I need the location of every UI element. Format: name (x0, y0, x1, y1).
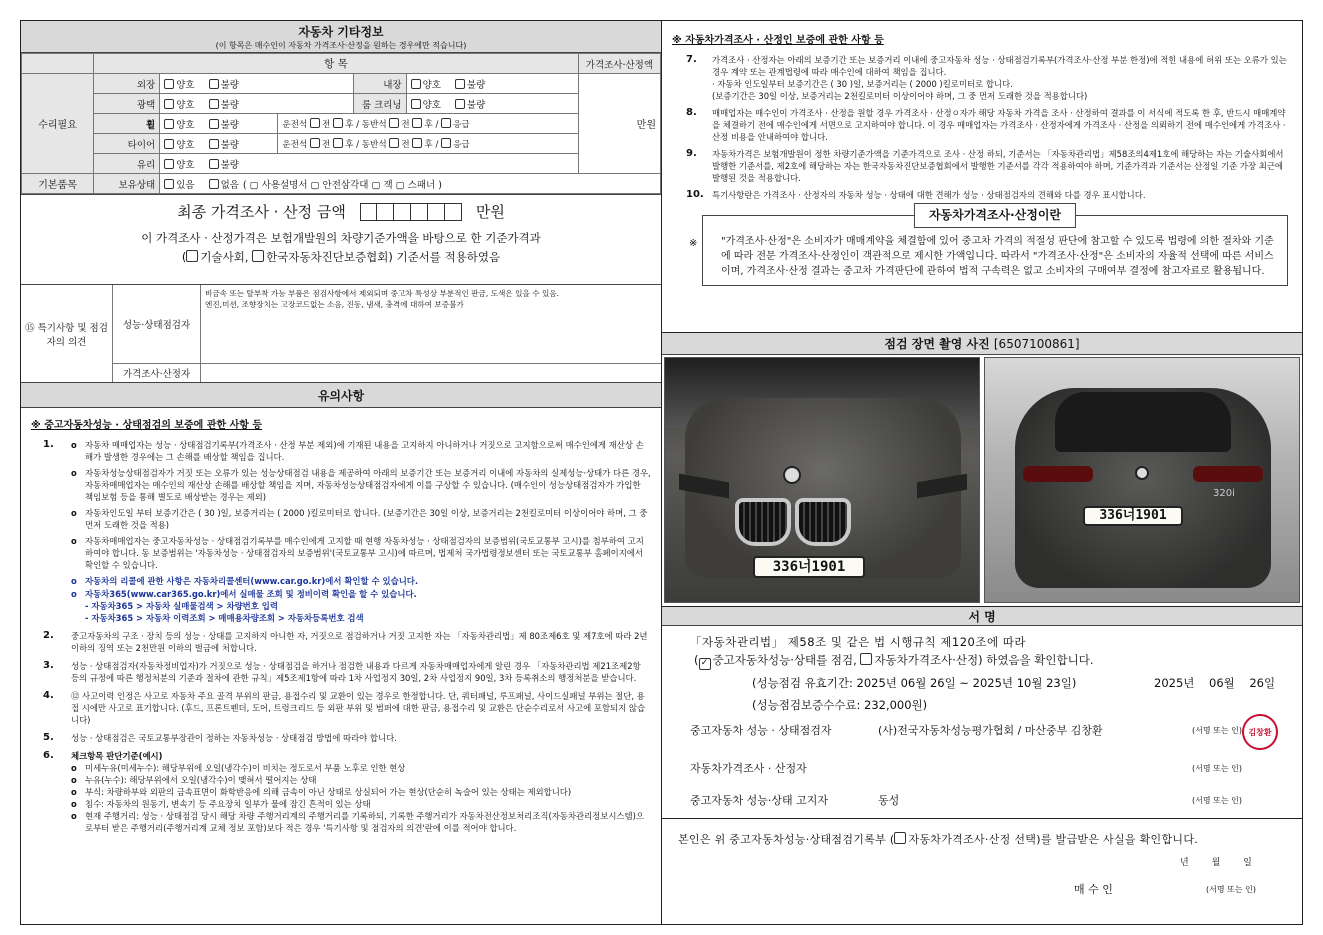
notifier-role: 중고자동차 성능·상태 고지자 (690, 794, 829, 807)
right-column (662, 21, 1302, 924)
front-plate: 336너1901 (753, 556, 865, 578)
right-item-9: 9. 자동차가격은 보험개발원이 정한 차량기준가액을 기준가격으로 조사 · 산정 하되, 기준서는 「자동차관리법」제58조의4제1호에 해당하는 자는 기술사회에서 발행한 기준서를, 제2호에 해당하는 자는 한국자동차진단보증협회에서 발행한 기준서를 각각 적용하여야 하며, 기준가격과 기준서는 산정일 기준 가장 최근에 발행된 것을 적용합니다. (686, 148, 1284, 183)
final-desc2: 기술사회, (200, 250, 249, 264)
left-column (21, 21, 662, 924)
notice-item-1: 1. o 자동차 매매업자는 성능 · 상태점검기록부(가격조사 · 산정 부분 제외)에 기재된 내용을 고지하지 아니하거나 거짓으로 고지함으로써 매수인에게 재산상 손해가 발생한 경우에는 그 손해를 배상할 책임을 집니다. o 자동차성능상태점검자가 거짓 또는 오류가 있는 성능상태점검 내용을 제공하여 아래의 보증기간 또는 보증거리 이내에 자동차의 실제성능·상태가 다른 경우, 자동차매매업자는 매수인의 재산상 손해를 배상할 책임을 지며, 자동차성능상태점검자에게 이를 구상할 수 있습니다. (매수인이 성능상태점검자가 가입한 책임보험 등을 통해 별도로 배상받는 경우는 제외) o 자동차인도일 부터 보증기간은 ( 30 )일, 보증거리는 ( 2000 )킬로미터로 합니다. (보증기간은 30일 이상, 보증거리는 2천킬로미터 이상이어야 하며, 그 중 먼저 도래한 것을 적용) o 자동차매매업자는 중고자동차성능 · 상태점검기록부를 매수인에게 고지할 때 현행 자동차성능 · 상태점검자의 보증범위(국토교통부 고시)를 첨부하여 고지하여야 합니다. 동 보증범위는 '자동차성능 · 상태점검자의 보증범위'(국토교통부 고시)에 따르며, 법제처 국가법령정보센터 또는 국토교통부 홈페이지에서 확인할 수 있습니다. o 자동차의 리콜에 관한 사항은 자동차리콜센터(www.car.go.kr)에서 확인할 수 있습니다. o 자동차365(www.car365.go.kr)에서 실매물 조회 및 정비이력 확인을 할 수 있습니다. - 자동차365 > 자동차 실매물검색 > 차량번호 입력 - 자동차365 > 자동차 이력조회 > 매매용차량조회 > 자동차등록번호 검색 (31, 439, 651, 624)
checkbox[interactable] (186, 250, 198, 262)
rear-plate: 336너1901 (1083, 506, 1183, 526)
confirm-date: 년 월 일 (1180, 858, 1252, 868)
photo-header (662, 333, 1302, 355)
bad-label: 불량 (466, 99, 486, 111)
checkbox[interactable] (412, 138, 422, 148)
checkbox[interactable] (455, 79, 465, 89)
checkbox[interactable] (252, 250, 264, 262)
other-info-subtitle: (이 항목은 매수인이 자동차 가격조사·산정을 원하는 경우에만 적습니다) (215, 41, 467, 50)
sign-date: 2025년 06월 26일 (1154, 676, 1276, 690)
r9-text: 자동차가격은 보험개발원이 정한 차량기준가액을 기준가격으로 조사 · 산정 하되, 기준서는 「자동차관리법」제58조의4제1호에 해당하는 자는 기술사회에서 발행한 기준서를, 제2호에 해당하는 자는 한국자동차진단보증협회에서 발행한 기준서를 각각 적용하여야 하며, 기준가격과 기준서는 산정일 기준 가장 최근에 발행된 것을 적용합니다. (712, 149, 1284, 183)
checkbox[interactable] (209, 79, 219, 89)
notice-1d: o 자동차매매업자는 중고자동차성능 · 상태점검기록부를 매수인에게 고지할 때 현행 자동차성능 · 상태점검자의 보증범위(국토교통부 고시)를 첨부하여 고지하여야 합니다. 동 보증범위는 '자동차성능 · 상태점검자의 보증범위'(국토교통부 고시)에 따르며, 법제처 국가법령정보센터 또는 국토교통부 홈페이지에서 확인할 수 있습니다. (71, 535, 651, 571)
row-exterior: 외장 (94, 74, 160, 94)
notice-6-title: 체크항목 판단기준(예시) (71, 751, 163, 761)
row-owned: 보유상태 (94, 174, 160, 194)
bad-label: 불량 (220, 159, 239, 171)
good-label: 양호 (176, 159, 195, 171)
notice-item-6: 6. 체크항목 판단기준(예시) o 미세누유(미세누수): 해당부위에 오일(냉각수)이 비치는 정도로서 부품 노후로 인한 현상 o 누유(누수): 해당부위에서 오일(냉각수)이 맺혀서 떨어지는 상태 o 부식: 차량하부와 외판의 금속표면이 화학반응에 의해 금속이 아닌 상태로 상실되어 가는 현상(단순히 녹슬어 있는 상태는 제외합니다) o 침수: 자동차의 원동기, 변속기 등 주요장치 일부가 물에 잠긴 흔적이 있는 상태 o 현재 주행거리: 성능 · 상태점검 당시 해당 차량 주행거리계의 주행거리를 기록하되, 기록한 주행거리가 자동차전산정보처리조직(자동차관리정보시스템)으로부터 받은 주행거리(주행거리계 교체 정보 포함)보다 적은 경우 '특기사항 및 점검자의 의견'란에 이를 적어야 합니다. (31, 750, 651, 834)
row-wheel: 휠 (94, 114, 160, 134)
front-label: 전 (322, 119, 331, 130)
row-glass: 유리 (94, 154, 160, 174)
checkbox[interactable] (310, 118, 320, 128)
checkbox[interactable] (389, 118, 399, 128)
signature-block: 「자동차관리법」 제58조 및 같은 법 시행규칙 제120조에 따라 (✓ 중고자동차성능·상태를 점검, 자동차가격조사·산정) 하였음을 확인합니다. (성능점검 유효기간: 2025년 06월 26일 ~ 2025년 10월 23일) 2025년 06월 26일 (성능점검보증수수료: 232,000원) 중고자동차 성능 · 상태점검자 (사)전국자동차성능평가협회 / 마산중부 김창환 (서명 또는 인) 김창환 자동차가격조사 · 산정자 (서명 또는 인) 중고자동차 성능·상태 고지자 동성 (서명 또는 인) (662, 626, 1302, 819)
price-definition-box: 자동차가격조사·산정이란 ※ "가격조사·산정"은 소비자가 매매계약을 체결함에 있어 중고차 가격의 적절성 판단에 참고할 수 있도록 법령에 의한 절차와 기준에 따라 전문 가격조사·산정인이 객관적으로 제시한 가액입니다. 따라서 "가격조사·산정"은 소비자의 자율적 선택에 따른 서비스이며, 가격조사·산정 결과는 중고차 가격판단에 관하여 법적 구속력은 없고 소비자의 구매여부 결정에 참고자료로 활용됩니다. (702, 215, 1288, 286)
bmw-logo-icon (783, 466, 801, 484)
special-notes-block (21, 284, 661, 382)
notice-item-4: 4. ⑫ 사고이력 인정은 사고로 자동차 주요 골격 부위의 판금, 용접수리 및 교환이 있는 경우로 한정합니다. 단, 쿼터패널, 루프패널, 사이드실패널 부위는 절단, 용접 시에만 사고로 표기합니다. (후드, 프론트펜더, 도어, 트렁크리드 등 외판 부위 및 범퍼에 대한 판금, 용접수리 및 교환은 단순수리로서 사고에 포함되지 않습니다) (43, 690, 646, 725)
rear-label: 후 / (345, 139, 359, 150)
checkbox[interactable] (209, 179, 219, 189)
validity-period: (성능점검 유효기간: 2025년 06월 26일 ~ 2025년 10월 23일) (752, 676, 1077, 690)
notice-5-text: 성능 · 상태점검은 국토교통부장관이 정하는 자동차성능 · 상태점검 방법에 따라야 합니다. (71, 733, 397, 743)
r7-text-c: (보증기간은 30일 이상, 보증거리는 2천킬로미터 이상이어야 하며, 그 중 먼저 도래한 것을 적용합니다) (712, 91, 1088, 101)
right-item-10: 10. 특기사항란은 가격조사 · 산정자의 자동차 성능 · 상태에 대한 견해가 성능 · 상태점검자의 견해와 다를 경우 표시합니다. (686, 189, 1146, 200)
final-price-label: 최종 가격조사 · 산정 금액 (177, 203, 346, 221)
checkbox[interactable] (310, 138, 320, 148)
bad-label: 불량 (220, 119, 239, 131)
unit-won: 만원 (578, 74, 660, 174)
notice-6a: o 미세누유(미세누수): 해당부위에 오일(냉각수)이 비치는 정도로서 부품 노후로 인한 현상 (71, 762, 651, 774)
rear-label: 후 / (345, 119, 359, 130)
checkbox[interactable] (164, 159, 174, 169)
special-text-2: 엔진,미션, 조향장치는 고장코드없는 소음, 진동, 냄새, 충격에 대하여 보증불가 (205, 300, 464, 309)
confirm-text-a: 본인은 위 중고자동차성능·상태점검기록부 ( (678, 833, 895, 846)
checkbox[interactable] (164, 99, 174, 109)
item-header: 항 목 (94, 54, 579, 74)
notice-1b: o 자동차성능상태점검자가 거짓 또는 오류가 있는 성능상태점검 내용을 제공하여 아래의 보증기간 또는 보증거리 이내에 자동차의 실제성능·상태가 다른 경우, 자동차매매업자는 매수인의 재산상 손해를 배상할 책임을 지며, 자동차성능상태점검자에게 이를 구상할 수 있습니다. (매수인이 성능상태점검자가 가입한 책임보험 등을 통해 별도로 배상받는 경우는 제외) (71, 467, 651, 503)
notice-1a: o 자동차 매매업자는 성능 · 상태점검기록부(가격조사 · 산정 부분 제외)에 기재된 내용을 고지하지 아니하거나 거짓으로 고지함으로써 매수인에게 재산상 손해가 발생한 경우에는 그 손해를 배상할 책임을 집니다. (71, 439, 651, 463)
rear-car-photo (984, 357, 1300, 603)
checkbox[interactable] (164, 179, 174, 189)
bad-label: 불량 (220, 99, 239, 111)
price-guarantee-title: ※ 자동차가격조사 · 산정인 보증에 관한 사항 등 (672, 35, 884, 46)
checkbox[interactable] (333, 138, 343, 148)
checkbox[interactable] (209, 119, 219, 129)
checkbox[interactable] (164, 119, 174, 129)
notice-1c: o 자동차인도일 부터 보증기간은 ( 30 )일, 보증거리는 ( 2000 )킬로미터로 합니다. (보증기간은 30일 이상, 보증거리는 2천킬로미터 이상이어야 하며, 그 중 먼저 도래한 것을 적용) (71, 507, 651, 531)
inspector-name: (사)전국자동차성능평가협회 / 마산중부 김창환 (878, 724, 1103, 737)
notice-item-3: 3. 성능 · 상태점검자(자동차정비업자)가 거짓으로 성능 · 상태점검을 하거나 점검한 내용과 다르게 자동차매매업자에게 알린 경우 「자동차관리법 제21조제2항 등의 규정에 따른 행정처분의 기준과 절차에 관한 규칙」제5조제1항에 따라 1차 사업정지 30일, 2차 사업정지 90일, 3차 등록취소의 행정처분을 받습니다. (43, 660, 641, 683)
checkbox[interactable] (209, 99, 219, 109)
photo-id: [6507100861] (993, 337, 1080, 351)
notice-3-text: 성능 · 상태점검자(자동차정비업자)가 거짓으로 성능 · 상태점검을 하거나 점검한 내용과 다르게 자동차매매업자에게 알린 경우 「자동차관리법 제21조제2항 등의 규정에 따른 행정처분의 기준과 절차에 관한 규칙」제5조제1항에 따라 1차 사업정지 30일, 2차 사업정지 90일, 3차 등록취소의 행정처분을 받습니다. (71, 661, 641, 683)
inspector-label: 성능·상태점검자 (113, 285, 201, 363)
bad-label: 불량 (220, 139, 239, 151)
sign-check-a: 중고자동차성능·상태를 점검, (712, 653, 857, 667)
checkbox[interactable] (412, 118, 422, 128)
front-label: 전 (322, 139, 331, 150)
emergency-label: 응급 (453, 139, 470, 150)
buyer-confirm-block (662, 821, 1302, 924)
other-info-header (21, 21, 661, 53)
signature-header: 서 명 (662, 606, 1302, 626)
bad-label: 불량 (466, 79, 486, 91)
notice-6d: o 침수: 자동차의 원동기, 변속기 등 주요장치 일부가 물에 잠긴 흔적이 있는 상태 (71, 798, 651, 810)
good-label: 양호 (422, 99, 441, 111)
sign-check-b: 자동차가격조사·산정) 하였음을 확인합니다. (874, 653, 1094, 667)
front-car-photo (664, 357, 980, 603)
inspector-role: 중고자동차 성능 · 상태점검자 (690, 724, 832, 737)
checkbox[interactable] (411, 79, 421, 89)
checkbox[interactable] (441, 118, 451, 128)
checkbox[interactable] (164, 79, 174, 89)
inspector-sign[interactable]: (서명 또는 인) (1192, 726, 1242, 735)
rear-label: 후 / (424, 139, 439, 150)
price-definition-title: 자동차가격조사·산정이란 (914, 203, 1076, 228)
basic-label: 기본품목 (22, 174, 94, 194)
pricer-sign[interactable]: (서명 또는 인) (1192, 764, 1242, 773)
notifier-name: 동성 (878, 794, 900, 807)
price-definition-text: "가격조사·산정"은 소비자가 매매계약을 체결함에 있어 중고차 가격의 적절성 판단에 참고할 수 있도록 법령에 의한 절차와 기준에 따라 전문 가격조사·산정인이 객관적으로 제시한 가액입니다. 따라서 "가격조사·산정"은 소비자의 자율적 선택에 따른 서비스이며, 가격조사·산정 결과는 중고차 가격판단에 관하여 법적 구속력은 없고 소비자의 구매여부 결정에 참고자료로 활용됩니다. (721, 236, 1274, 277)
row-room: 룸 크리닝 (354, 94, 406, 114)
notice-1h: - 자동차365 > 자동차 이력조회 > 매매용차량조회 > 자동차등록번호 검색 (85, 613, 364, 623)
final-price-unit: 만원 (475, 203, 505, 221)
price-opinion-field[interactable] (201, 364, 661, 382)
red-seal-stamp: 김창환 (1242, 714, 1278, 750)
good-label: 양호 (176, 119, 195, 131)
basic-items: ( ▢ 사용설명서 ▢ 안전삼각대 ▢ 잭 ▢ 스패너 ) (242, 179, 442, 191)
notifier-sign[interactable]: (서명 또는 인) (1192, 796, 1242, 805)
row-interior: 내장 (354, 74, 406, 94)
checkbox[interactable] (209, 159, 219, 169)
buyer-pricing-checkbox[interactable] (894, 832, 906, 844)
checkbox[interactable] (389, 138, 399, 148)
notice-item-2: 2. 중고자동차의 구조 · 장치 등의 성능 · 상태를 고지하지 아니한 자, 거짓으로 점검하거나 거짓 고지한 자는 「자동차관리법」제 80조제6호 및 제7호에 따라 2년 이하의 징역 또는 2천만원 이하의 벌금에 처합니다. (43, 630, 648, 653)
kidney-grille-right (795, 498, 851, 546)
notice-6e: o 현재 주행거리: 성능 · 상태점검 당시 해당 차량 주행거리계의 주행거리를 기록하되, 기록한 주행거리가 자동차전산정보처리조직(자동차관리정보시스템)으로부터 받은 주행거리(주행거리계 교체 정보 포함)보다 적은 경우 '특기사항 및 점검자의 의견'란에 이를 적어야 합니다. (71, 810, 651, 834)
notice-4-text: ⑫ 사고이력 인정은 사고로 자동차 주요 골격 부위의 판금, 용접수리 및 교환이 있는 경우로 한정합니다. 단, 쿼터패널, 루프패널, 사이드실패널 부위는 절단, 용접 시에만 사고로 표기합니다. (후드, 프론트펜더, 도어, 트렁크리드 등 외판 부위 및 범퍼에 대한 판금, 용접수리 및 교환은 단순수리로서 사고에 포함되지 않습니다) (71, 691, 646, 725)
passenger-label: 동반석 (361, 139, 387, 150)
front-label: 전 (401, 119, 410, 130)
final-desc: 이 가격조사 · 산정가격은 보험개발원의 차량기준가액을 바탕으로 한 기준가격과 (141, 231, 541, 245)
kidney-grille-left (735, 498, 791, 546)
other-info-table (21, 53, 661, 194)
checkbox[interactable] (164, 139, 174, 149)
driver-label: 운전석 (282, 119, 308, 130)
final-desc3: 한국자동차진단보증협회) 기준서를 적용하였음 (266, 250, 501, 264)
notice-1e: o 자동차의 리콜에 관한 사항은 자동차리콜센터(www.car.go.kr)에서 확인할 수 있습니다. (71, 575, 651, 587)
inspection-checkbox[interactable] (699, 658, 711, 670)
right-item-8: 8. 매매업자는 매수인이 가격조사 · 산정을 원할 경우 가격조사 · 산정ㅇ자가 해당 자동차 가격을 조사 · 산정하여 결과를 이 서식에 적도록 한 후, 반드시 매매계약을 체결하기 전에 매수인에게 서면으로 고지하여야 합니다. 이 경우 매매업자는 가격조사 · 산정자에게 가격조사 · 산정을 의뢰하기 전에 매수인에게 가격조사 · 산정 비용을 안내하여야 합니다. (686, 107, 1286, 142)
emergency-label: 응급 (453, 119, 470, 130)
pricer-role: 자동차가격조사 · 산정자 (690, 762, 807, 775)
price-label: 가격조사·산정자 (113, 364, 201, 382)
notice-item-5: 5. 성능 · 상태점검은 국토교통부장관이 정하는 자동차성능 · 상태점검 방법에 따라야 합니다. (43, 732, 397, 743)
checkbox[interactable] (455, 99, 465, 109)
r8-text: 매매업자는 매수인이 가격조사 · 산정을 원할 경우 가격조사 · 산정ㅇ자가 해당 자동차 가격을 조사 · 산정하여 결과를 이 서식에 적도록 한 후, 반드시 매매계약을 체결하기 전에 매수인에게 서면으로 고지하여야 합니다. 이 경우 매매업자는 가격조사 · 산정자에게 가격조사 · 산정을 의뢰하기 전에 매수인에게 가격조사 · 산정 비용을 안내하여야 합니다. (712, 108, 1286, 142)
bmw-logo-icon (1135, 466, 1149, 480)
good-label: 양호 (176, 139, 195, 151)
checkbox[interactable] (411, 99, 421, 109)
none-label: 없음 (220, 179, 239, 191)
row-tire: 타이어 (94, 134, 160, 154)
notice-1g: - 자동차365 > 자동차 실매물검색 > 차량번호 입력 (85, 601, 278, 611)
right-item-7: 7. 가격조사 · 산정자는 아래의 보증기간 또는 보증거리 이내에 중고자동차 성능 · 상태점검기록부(가격조사·산정 부분 한정)에 적힌 내용에 허위 또는 오류가 있는 경우 계약 또는 관계법령에 따라 매수인에 대하여 책임을 집니다. · 자동차 인도일부터 보증기간은 ( 30 )일, 보증거리는 ( 2000 )킬로미터로 합니다. (보증기간은 30일 이상, 보증거리는 2천킬로미터 이상이어야 하며, 그 중 먼저 도래한 것을 적용합니다) (672, 54, 1292, 102)
final-price-boxes[interactable] (360, 203, 462, 221)
checkbox[interactable] (333, 118, 343, 128)
row-gloss: 광택 (94, 94, 160, 114)
rear-label: 후 / (424, 119, 439, 130)
price-header: 가격조사·산정액 (578, 54, 660, 74)
r7-text-b: · 자동차 인도일부터 보증기간은 ( 30 )일, 보증거리는 ( 2000 )킬로미터로 합니다. (712, 79, 1013, 89)
sign-law-text: 「자동차관리법」 제58조 및 같은 법 시행규칙 제120조에 따라 (690, 635, 1026, 649)
special-text-1: 비금속 또는 탈부착 가능 부품은 점검사항에서 제외되며 중고차 특성상 부분적인 판금, 도색은 있을 수 있음. (205, 289, 560, 298)
front-label: 전 (401, 139, 410, 150)
confirm-text-b: 자동차가격조사·산정 선택)를 발급받은 사실을 확인합니다. (908, 833, 1199, 846)
notice-body (21, 408, 661, 834)
checkbox[interactable] (441, 138, 451, 148)
bad-label: 불량 (220, 79, 239, 91)
has-label: 있음 (176, 179, 195, 191)
other-info-title: 자동차 기타정보 (298, 25, 384, 39)
notice-2-text: 중고자동차의 구조 · 장치 등의 성능 · 상태를 고지하지 아니한 자, 거짓으로 점검하거나 거짓 고지한 자는 「자동차관리법」제 80조제6호 및 제7호에 따라 2년 이하의 징역 또는 2천만원 이하의 벌금에 처합니다. (71, 631, 648, 653)
good-label: 양호 (422, 79, 441, 91)
inspection-record-page (20, 20, 1303, 925)
photo-title: 점검 장면 촬영 사진 (884, 337, 990, 351)
r10-text: 특기사항란은 가격조사 · 산정자의 자동차 성능 · 상태에 대한 견해가 성능 · 상태점검자의 견해와 다를 경우 표시합니다. (712, 190, 1146, 200)
price-guarantee-block (662, 21, 1302, 333)
buyer-label: 매 수 인 (1074, 883, 1113, 896)
driver-label: 운전석 (282, 139, 308, 150)
final-price-block: 최종 가격조사 · 산정 금액 만원 이 가격조사 · 산정가격은 보험개발원의 차량기준가액을 바탕으로 한 기준가격과 ( 기술사회, 한국자동차진단보증협회) 기준서를 적용하였음 (21, 194, 661, 284)
r7-text: 가격조사 · 산정자는 아래의 보증기간 또는 보증거리 이내에 중고자동차 성능 · 상태점검기록부(가격조사·산정 부분 한정)에 적힌 내용에 허위 또는 오류가 있는 경우 계약 또는 관계법령에 따라 매수인에 대하여 책임을 집니다. (712, 55, 1287, 77)
good-label: 양호 (176, 79, 195, 91)
model-badge: 320i (1213, 488, 1235, 499)
special-label: ⑮ 특기사항 및 점검자의 의견 (21, 285, 113, 382)
notice-header: 유의사항 (21, 382, 661, 408)
pricing-checkbox[interactable] (860, 653, 872, 665)
buyer-sign[interactable]: (서명 또는 인) (1206, 885, 1256, 894)
guarantee-fee: (성능점검보증수수료: 232,000원) (752, 698, 928, 712)
notice-6b: o 누유(누수): 해당부위에서 오일(냉각수)이 맺혀서 떨어지는 상태 (71, 774, 651, 786)
passenger-label: 동반석 (361, 119, 387, 130)
good-label: 양호 (176, 99, 195, 111)
notice-1f: o 자동차365(www.car365.go.kr)에서 실매물 조회 및 정비이력 확인을 할 수 있습니다. (71, 588, 651, 600)
notice-6c: o 부식: 차량하부와 외판의 금속표면이 화학반응에 의해 금속이 아닌 상태로 상실되어 가는 현상(단순히 녹슬어 있는 상태는 제외합니다) (71, 786, 651, 798)
repair-label: 수리필요 (22, 74, 94, 174)
notice-section-title: ※ 중고자동차성능 · 상태점검의 보증에 관한 사항 등 (31, 420, 263, 431)
checkbox[interactable] (209, 139, 219, 149)
